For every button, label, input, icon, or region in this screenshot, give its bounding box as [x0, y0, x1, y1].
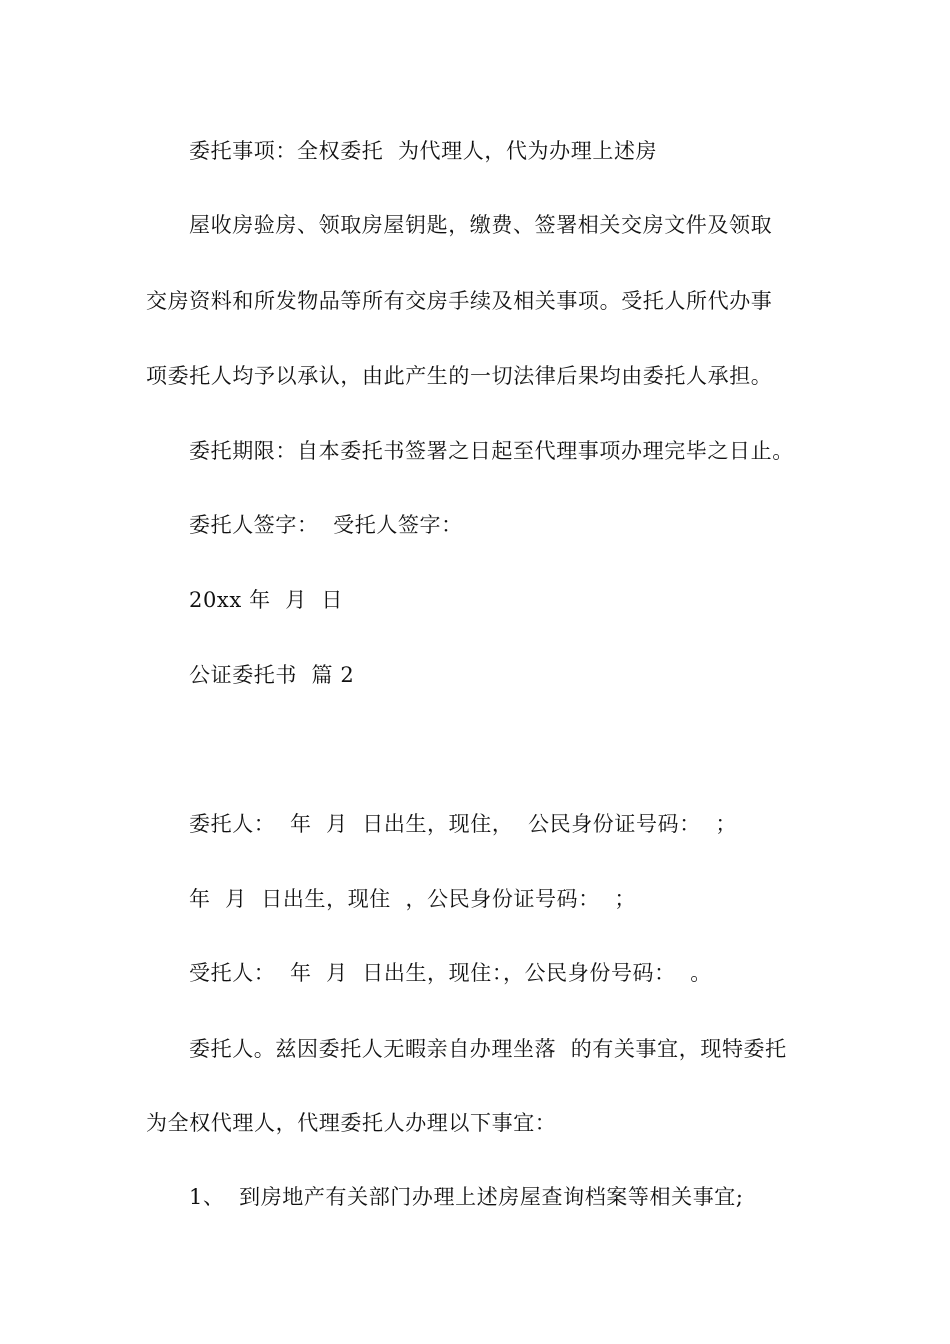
agent-line: 受托人： 年 月 日出生，现住：，公民身份号码： 。: [189, 961, 712, 985]
principal-line-2: 年 月 日出生，现住 ，公民身份证号码： ；: [189, 887, 637, 911]
paragraph-entrustment-period: 委托期限：自本委托书签署之日起至代理事项办理完毕之日止。: [189, 439, 794, 463]
paragraph-entrustment: 委托人。兹因委托人无暇亲自办理坐落 的有关事宜，现特委托: [189, 1037, 787, 1061]
paragraph-line: 为全权代理人，代理委托人办理以下事宜：: [146, 1111, 557, 1135]
paragraph-line: 项委托人均予以承认，由此产生的一切法律后果均由委托人承担。: [146, 364, 773, 388]
paragraph-line: 交房资料和所发物品等所有交房手续及相关事项。受托人所代办事: [146, 289, 773, 313]
list-item: 1、 到房地产有关部门办理上述房屋查询档案等相关事宜;: [189, 1185, 744, 1209]
paragraph-entrusted-matters: 委托事项：全权委托 为代理人，代为办理上述房: [189, 139, 658, 163]
paragraph-line: 屋收房验房、领取房屋钥匙，缴费、签署相关交房文件及领取: [189, 213, 773, 237]
signature-line: 委托人签字： 受托人签字：: [189, 513, 463, 537]
date-line: 20xx 年 月 日: [189, 588, 343, 612]
section-heading: 公证委托书 篇 2: [189, 663, 355, 687]
principal-line: 委托人： 年 月 日出生，现住， 公民身份证号码： ；: [189, 812, 737, 836]
